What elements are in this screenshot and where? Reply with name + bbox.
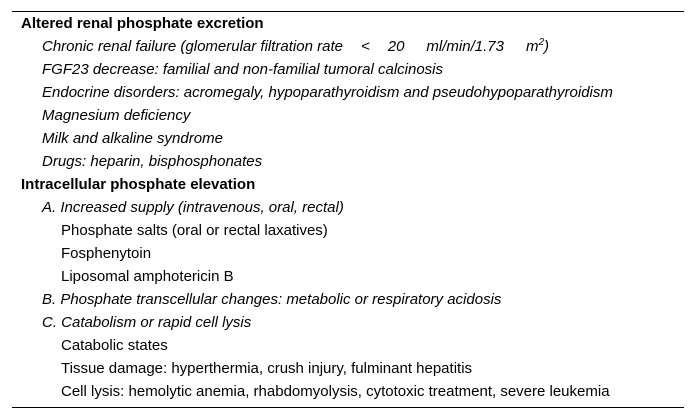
table-row-cell-lysis: Cell lysis: hemolytic anemia, rhabdomyolysis, cytotoxic treatment, severe leukemia: [61, 383, 610, 400]
table-row-fgf23: FGF23 decrease: familial and non-familial tumoral calcinosis: [42, 61, 444, 78]
table-row-tissue-damage: Tissue damage: hyperthermia, crush injury, fulminant hepatitis: [61, 360, 473, 377]
table-row-amphotericin: Liposomal amphotericin B: [61, 268, 234, 285]
section-heading-intracellular: Intracellular phosphate elevation: [21, 176, 256, 193]
table-row-catabolism: C. Catabolism or rapid cell lysis: [42, 314, 252, 331]
gfr-unit: ml/min/1.73: [426, 38, 504, 55]
table-row-drugs: Drugs: heparin, bisphosphonates: [42, 153, 263, 170]
gfr-value: 20: [387, 38, 405, 55]
causes-of-hyperphosphatemia-table: [12, 11, 684, 408]
table-row-catabolic-states: Catabolic states: [61, 337, 168, 354]
gfr-text: Chronic renal failure (glomerular filtration rate: [42, 38, 343, 55]
area-unit: m: [525, 38, 539, 55]
table-row-chronic-renal-failure: [42, 35, 549, 58]
table-row-increased-supply: A. Increased supply (intravenous, oral, rectal): [42, 199, 344, 216]
section-heading-renal-excretion: Altered renal phosphate excretion: [21, 15, 264, 32]
table-row-milk-alkaline: Milk and alkaline syndrome: [42, 130, 223, 147]
table-row-phosphate-salts: Phosphate salts (oral or rectal laxatives): [61, 222, 328, 239]
table-row-fosphenytoin: Fosphenytoin: [61, 245, 152, 262]
table-row-endocrine: Endocrine disorders: acromegaly, hypoparathyroidism and pseudohypoparathyroidism: [42, 84, 613, 101]
closing-paren: ): [544, 38, 550, 55]
less-than-symbol: <: [360, 38, 370, 55]
area-exponent: 2: [538, 37, 545, 48]
table-row-transcellular: B. Phosphate transcellular changes: metabolic or respiratory acidosis: [42, 291, 502, 308]
table-row-magnesium: Magnesium deficiency: [42, 107, 191, 124]
